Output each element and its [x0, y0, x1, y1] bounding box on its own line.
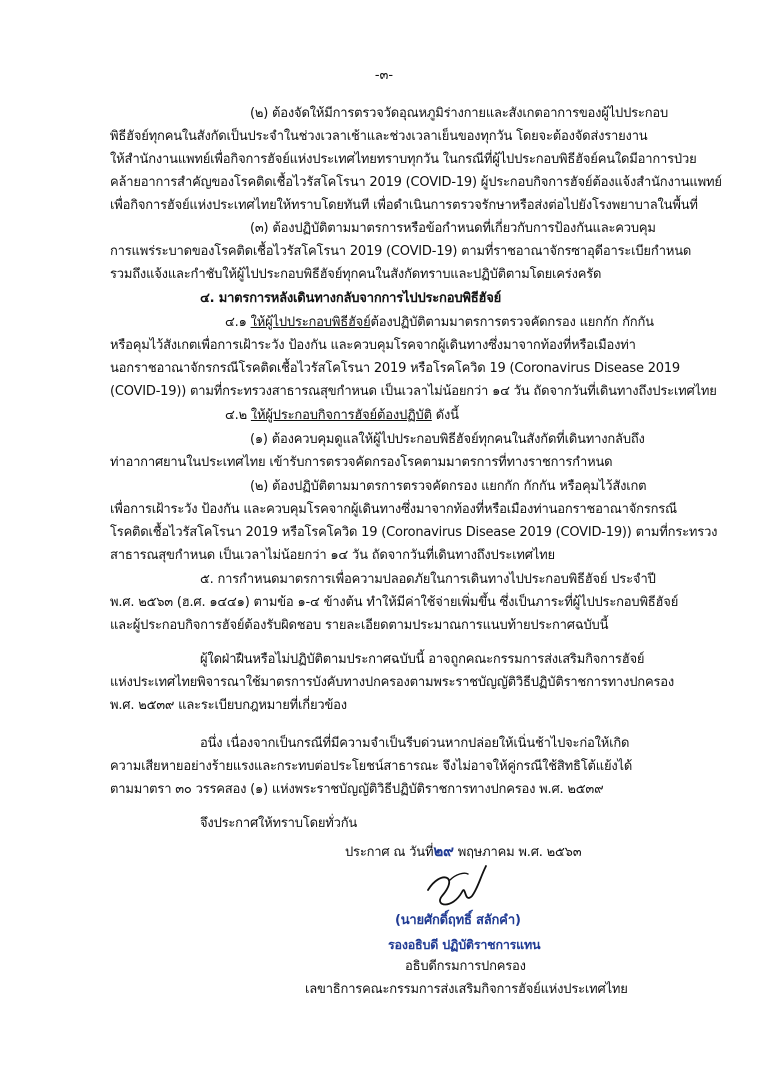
- paragraph-line: นอกราชอาณาจักรกรณีโรคติดเชื้อไวรัสโคโรนา 2019 หรือโรคโควิด 19 (Coronavirus Disease 2019: [110, 361, 680, 376]
- date-prefix: ประกาศ ณ วันที่: [345, 845, 434, 860]
- underlined-phrase: ให้ผู้ไปประกอบพิธีฮัจย์: [250, 315, 371, 330]
- paragraph-line: ตามมาตรา ๓๐ วรรคสอง (๑) แห่งพระราชบัญญัติวิธีปฏิบัติราชการทางปกครอง พ.ศ. ๒๕๓๙: [110, 782, 604, 797]
- paragraph-line: โรคติดเชื้อไวรัสโคโรนา 2019 หรือโรคโควิด 19 (Coronavirus Disease 2019 (COVID-19)) ตามที่กระทรวง: [110, 525, 718, 540]
- paragraph-line: รวมถึงแจ้งและกำชับให้ผู้ไปประกอบพิธีฮัจย์ทุกคนในสังกัดทราบและปฏิบัติตามโดยเคร่งครัด: [110, 267, 602, 282]
- paragraph-line: [225, 314, 654, 332]
- paragraph-line: อนึ่ง เนื่องจากเป็นกรณีที่มีความจำเป็นรีบด่วนหากปล่อยให้เนิ่นช้าไปจะก่อให้เกิด: [200, 736, 630, 751]
- paragraph-line: ให้สำนักงานแพทย์เพื่อกิจการฮัจย์แห่งประเทศไทยทราบทุกวัน ในกรณีที่ผู้ไปประกอบพิธีฮัจย์คนใดมีอาการป่วย: [110, 152, 697, 167]
- paragraph-line: พิธีฮัจย์ทุกคนในสังกัดเป็นประจำในช่วงเวลาเช้าและช่วงเวลาเย็นของทุกวัน โดยจะต้องจัดส่งรายงาน: [110, 129, 648, 144]
- paragraph-line: ท่าอากาศยานในประเทศไทย เข้ารับการตรวจคัดกรองโรคตามมาตรการที่ทางราชการกำหนด: [110, 455, 613, 470]
- signer-position-1: อธิบดีกรมการปกครอง: [405, 959, 526, 974]
- paragraph-line: (๑) ต้องควบคุมดูแลให้ผู้ไปประกอบพิธีฮัจย์ทุกคนในสังกัดที่เดินทางกลับถึง: [250, 432, 645, 447]
- line-text: ต้องปฏิบัติตามมาตรการตรวจคัดกรอง แยกกัก กักกัน: [370, 315, 654, 330]
- date-day: ๒๙: [433, 842, 454, 860]
- paragraph-line: แห่งประเทศไทยพิจารณาใช้มาตรการบังคับทางปกครองตามพระราชบัญญัติวิธีปฏิบัติราชการทางปกครอง: [110, 675, 675, 690]
- item-number: ๔.๑: [225, 315, 251, 330]
- paragraph-line: (COVID-19)) ตามที่กระทรวงสาธารณสุขกำหนด เป็นเวลาไม่น้อยกว่า ๑๔ วัน ถัดจากวันที่เดินทางถึงประเทศไทย: [110, 384, 717, 399]
- signer-acting-title: รองอธิบดี ปฏิบัติราชการแทน: [388, 937, 541, 952]
- signer-position-2: เลขาธิการคณะกรรมการส่งเสริมกิจการฮัจย์แห่งประเทศไทย: [305, 982, 628, 997]
- paragraph-line: คล้ายอาการสำคัญของโรคติดเชื้อไวรัสโคโรนา 2019 (COVID-19) ผู้ประกอบกิจการฮัจย์ต้องแจ้งสำนักงานแพทย์: [110, 175, 722, 190]
- paragraph-line: หรือคุมไว้สังเกตเพื่อการเฝ้าระวัง ป้องกัน และควบคุมโรคจากผู้เดินทางซึ่งมาจากท้องที่หรือเมืองท่า: [110, 338, 636, 353]
- paragraph-line: ความเสียหายอย่างร้ายแรงและกระทบต่อประโยชน์สาธารณะ จึงไม่อาจให้คู่กรณีใช้สิทธิโต้แย้งได้: [110, 759, 633, 774]
- handwritten-signature: [420, 860, 500, 920]
- date-line: [345, 842, 581, 862]
- paragraph-line: (๒) ต้องจัดให้มีการตรวจวัดอุณหภูมิร่างกายและสังเกตอาการของผู้ไปประกอบ: [250, 106, 669, 121]
- page-number: -๓-: [374, 68, 394, 83]
- paragraph-line: และผู้ประกอบกิจการฮัจย์ต้องรับผิดชอบ รายละเอียดตามประมาณการแนบท้ายประกาศฉบับนี้: [110, 618, 609, 633]
- line-text: ดังนี้: [435, 408, 459, 423]
- closing-line: จึงประกาศให้ทราบโดยทั่วกัน: [200, 816, 358, 831]
- paragraph-line: เพื่อการเฝ้าระวัง ป้องกัน และควบคุมโรคจากผู้เดินทางซึ่งมาจากท้องที่หรือเมืองท่านอกราชอาณาจักรกรณี: [110, 502, 677, 517]
- paragraph-line: พ.ศ. ๒๕๖๓ (ฮ.ศ. ๑๔๔๑) ตามข้อ ๑-๔ ข้างต้น ทำให้มีค่าใช้จ่ายเพิ่มขึ้น ซึ่งเป็นภาระที่ผู้ไปประกอบพิธีฮัจย์: [110, 595, 679, 610]
- paragraph-line: (๒) ต้องปฏิบัติตามมาตรการตรวจคัดกรอง แยกกัก กักกัน หรือคุมไว้สังเกต: [250, 479, 647, 494]
- section-heading: ๔. มาตรการหลังเดินทางกลับจากการไปประกอบพิธีฮัจย์: [200, 291, 502, 306]
- paragraph-line: (๓) ต้องปฏิบัติตามมาตรการหรือข้อกำหนดที่เกี่ยวกับการป้องกันและควบคุม: [250, 221, 656, 236]
- paragraph-line: ผู้ใดฝ่าฝืนหรือไม่ปฏิบัติตามประกาศฉบับนี้ อาจถูกคณะกรรมการส่งเสริมกิจการฮัจย์: [200, 652, 645, 667]
- date-suffix: พฤษภาคม พ.ศ. ๒๕๖๓: [457, 845, 582, 860]
- signer-name: (นายศักดิ์ฤทธิ์ สลักคำ): [395, 913, 521, 928]
- paragraph-line: การแพร่ระบาดของโรคติดเชื้อไวรัสโคโรนา 2019 (COVID-19) ตามที่ราชอาณาจักรซาอุดีอาระเบียกำหนด: [110, 244, 692, 259]
- paragraph-line: สาธารณสุขกำหนด เป็นเวลาไม่น้อยกว่า ๑๔ วัน ถัดจากวันที่เดินทางถึงประเทศไทย: [110, 548, 555, 563]
- item-number: ๔.๒: [225, 408, 251, 423]
- paragraph-line: เพื่อกิจการฮัจย์แห่งประเทศไทยให้ทราบโดยทันที เพื่อดำเนินการตรวจรักษาหรือส่งต่อไปยังโรงพยาบาลในพื้นที่: [110, 198, 698, 213]
- paragraph-line: พ.ศ. ๒๕๓๙ และระเบียบกฎหมายที่เกี่ยวข้อง: [110, 698, 347, 713]
- paragraph-line: ๕. การกำหนดมาตรการเพื่อความปลอดภัยในการเดินทางไปประกอบพิธีฮัจย์ ประจำปี: [200, 572, 656, 587]
- paragraph-line: [225, 407, 459, 425]
- underlined-phrase: ให้ผู้ประกอบกิจการฮัจย์ต้องปฏิบัติ: [250, 408, 432, 423]
